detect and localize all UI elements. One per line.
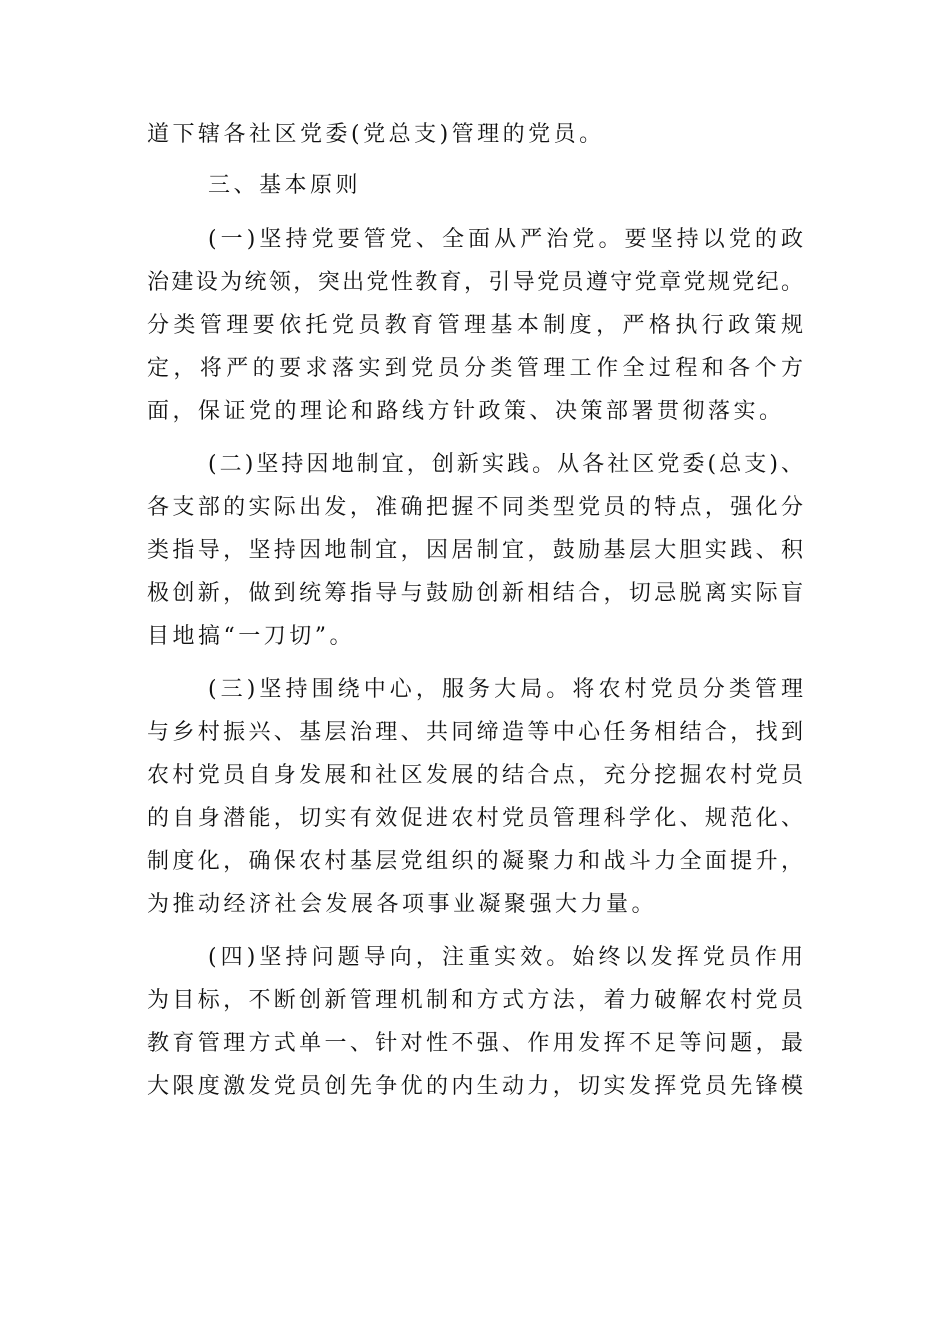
text-line: 面，保证党的理论和路线方针政策、决策部署贯彻落实。 [147, 399, 785, 424]
text-line: (四)坚持问题导向，注重实效。始终以发挥党员作用 [208, 945, 803, 970]
text-line: 与乡村振兴、基层治理、共同缔造等中心任务相结合，找到 [147, 720, 803, 745]
text-line: 教育管理方式单一、针对性不强、作用发挥不足等问题，最 [147, 1031, 803, 1056]
text-line: (三)坚持围绕中心，服务大局。将农村党员分类管理 [208, 677, 803, 702]
text-line: 为目标，不断创新管理机制和方式方法，着力破解农村党员 [147, 988, 803, 1013]
text-line: 道下辖各社区党委(党总支)管理的党员。 [147, 122, 605, 147]
text-line: 极创新，做到统筹指导与鼓励创新相结合，切忌脱离实际盲 [147, 581, 803, 606]
text-line: 定，将严的要求落实到党员分类管理工作全过程和各个方 [147, 356, 803, 381]
section-heading: 三、基本原则 [208, 173, 362, 198]
text-line: (二)坚持因地制宜，创新实践。从各社区党委(总支)、 [208, 452, 803, 477]
text-line: 制度化，确保农村基层党组织的凝聚力和战斗力全面提升， [147, 849, 803, 874]
text-line: 目地搞“一刀切”。 [147, 624, 355, 649]
text-line: 类指导，坚持因地制宜，因居制宜，鼓励基层大胆实践、积 [147, 538, 803, 563]
text-line: 农村党员自身发展和社区发展的结合点，充分挖掘农村党员 [147, 763, 803, 788]
text-line: (一)坚持党要管党、全面从严治党。要坚持以党的政 [208, 227, 803, 252]
text-line: 各支部的实际出发，准确把握不同类型党员的特点，强化分 [147, 495, 803, 520]
text-line: 的自身潜能，切实有效促进农村党员管理科学化、规范化、 [147, 806, 803, 831]
text-line: 大限度激发党员创先争优的内生动力，切实发挥党员先锋模 [147, 1074, 803, 1099]
text-line: 分类管理要依托党员教育管理基本制度，严格执行政策规 [147, 313, 803, 338]
text-line: 为推动经济社会发展各项事业凝聚强大力量。 [147, 892, 658, 917]
text-line: 治建设为统领，突出党性教育，引导党员遵守党章党规党纪。 [147, 270, 803, 295]
